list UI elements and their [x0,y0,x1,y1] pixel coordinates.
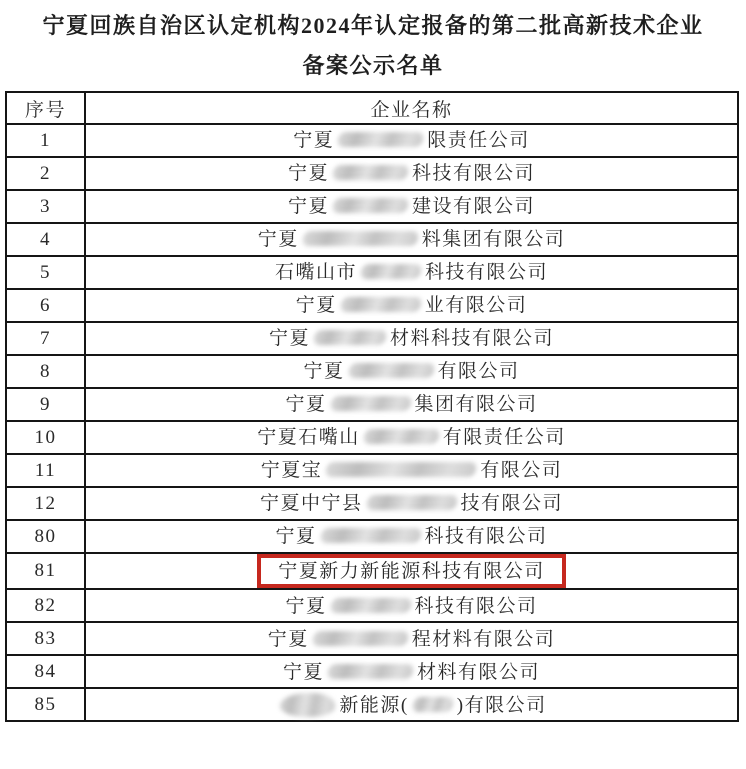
company-name-text: 宁夏宝 [260,460,323,482]
document-title [0,0,746,80]
company-name [283,661,540,683]
table-row [6,622,738,655]
company-name-text: 料集团有限公司 [421,229,566,251]
company-name-text: 有限公司 [480,460,563,482]
table-row [6,454,738,487]
company-name-text: 科技有限公司 [412,163,536,185]
redaction-blur [363,429,440,444]
table-row [6,388,738,421]
row-number: 80 [6,520,85,553]
company-name-cell [85,520,738,553]
table-row [6,355,738,388]
redaction-blur [319,528,421,543]
table-row [6,322,738,355]
redaction-blur [337,132,424,147]
company-name [257,426,566,448]
redaction-blur [325,462,477,477]
table-row [6,289,738,322]
company-name-cell [85,355,738,388]
table-header-row [6,92,738,124]
row-number: 4 [6,223,85,256]
company-name-text: 宁夏 [287,196,329,218]
company-name [296,294,528,316]
company-name [288,195,535,217]
company-name [268,628,556,650]
header-company-name: 企业名称 [85,92,738,124]
title-line-2: 备案公示名单 [302,53,444,78]
row-number: 82 [6,589,85,622]
company-name [261,459,563,481]
row-number: 12 [6,487,85,520]
redaction-blur [332,165,409,180]
table-row [6,655,738,688]
company-name-cell [85,553,738,589]
row-number: 8 [6,355,85,388]
company-name [260,492,563,514]
row-number: 7 [6,322,85,355]
company-name-text: 宁夏 [268,328,310,350]
table-row [6,157,738,190]
table-row [6,190,738,223]
company-name-text: 科技有限公司 [414,595,538,617]
company-name-text: 材料有限公司 [417,661,541,683]
redaction-blur [332,198,409,213]
company-name-cell [85,388,738,421]
table-row [6,256,738,289]
row-number: 83 [6,622,85,655]
company-name-cell [85,454,738,487]
table-row [6,487,738,520]
company-name-cell [85,421,738,454]
company-name [269,327,554,349]
header-index: 序号 [6,92,85,124]
row-number: 6 [6,289,85,322]
highlight-box [257,554,566,588]
company-name-cell [85,157,738,190]
row-number: 81 [6,553,85,589]
company-name-text: 业有限公司 [424,295,528,317]
company-name-text: 宁夏 [275,526,317,548]
company-name [303,360,519,382]
company-name-text: 宁夏 [267,628,309,650]
company-name-cell [85,655,738,688]
company-name-text: 限责任公司 [427,130,530,152]
redaction-blur [340,297,422,312]
company-name-cell [85,124,738,157]
row-number: 10 [6,421,85,454]
company-name-text: 科技有限公司 [424,526,548,548]
company-name-text: 宁夏 [295,295,337,317]
company-name-text: 建设有限公司 [412,196,536,218]
company-name-text: 宁夏 [282,661,324,683]
company-name-text: 有限公司 [437,361,520,383]
row-number: 3 [6,190,85,223]
company-table [5,91,739,722]
table-row [6,124,738,157]
company-name-text: 新能源( [339,694,409,716]
company-name-cell [85,322,738,355]
company-name-text: 宁夏新力新能源科技有限公司 [278,561,545,583]
company-name [288,162,535,184]
redaction-blur [365,495,457,510]
company-table-body [6,124,738,721]
company-name-text: 集团有限公司 [414,394,538,416]
row-number: 9 [6,388,85,421]
company-name-text: 宁夏 [287,163,329,185]
company-name-text: )有限公司 [456,694,547,716]
row-number: 84 [6,655,85,688]
company-name-cell [85,688,738,721]
table-row [6,223,738,256]
redaction-blur [412,697,454,712]
company-name [285,595,537,617]
row-number: 1 [6,124,85,157]
redaction-blur [280,693,335,717]
company-name-text: 程材料有限公司 [411,628,556,650]
company-name-text: 宁夏 [285,394,327,416]
company-name-cell [85,487,738,520]
row-number: 2 [6,157,85,190]
row-number: 85 [6,688,85,721]
company-name-text: 宁夏 [257,229,299,251]
company-name-text: 有限责任公司 [442,427,566,449]
company-name-text: 宁夏 [285,595,327,617]
company-name [276,693,546,717]
redaction-blur [329,396,411,411]
redaction-blur [302,231,419,246]
company-name [275,261,548,283]
redaction-blur [329,598,411,613]
redaction-blur [327,664,414,679]
company-name-text: 宁夏中宁县 [259,493,363,515]
redaction-blur [312,631,409,646]
company-name-text: 材料科技有限公司 [390,328,555,350]
company-name-text: 宁夏石嘴山 [257,427,360,449]
company-name [285,393,537,415]
title-line-1: 宁夏回族自治区认定机构2024年认定报备的第二批高新技术企业 [42,13,704,38]
company-name-cell [85,223,738,256]
redaction-blur [347,363,434,378]
company-name [293,129,530,151]
company-name [275,525,547,547]
table-row [6,421,738,454]
company-name-cell [85,589,738,622]
row-number: 11 [6,454,85,487]
redaction-blur [313,330,387,345]
redaction-blur [360,264,422,279]
company-name-text: 宁夏 [293,130,335,152]
company-name-text: 科技有限公司 [425,262,549,284]
table-row [6,589,738,622]
table-row [6,553,738,589]
company-name-cell [85,289,738,322]
company-name-cell [85,256,738,289]
table-row [6,688,738,721]
company-name-text: 宁夏 [303,361,345,383]
company-name-text: 石嘴山市 [274,262,357,284]
company-name-text: 技有限公司 [460,493,564,515]
company-name-cell [85,622,738,655]
row-number: 5 [6,256,85,289]
company-name [258,228,566,250]
table-row [6,520,738,553]
company-name-cell [85,190,738,223]
